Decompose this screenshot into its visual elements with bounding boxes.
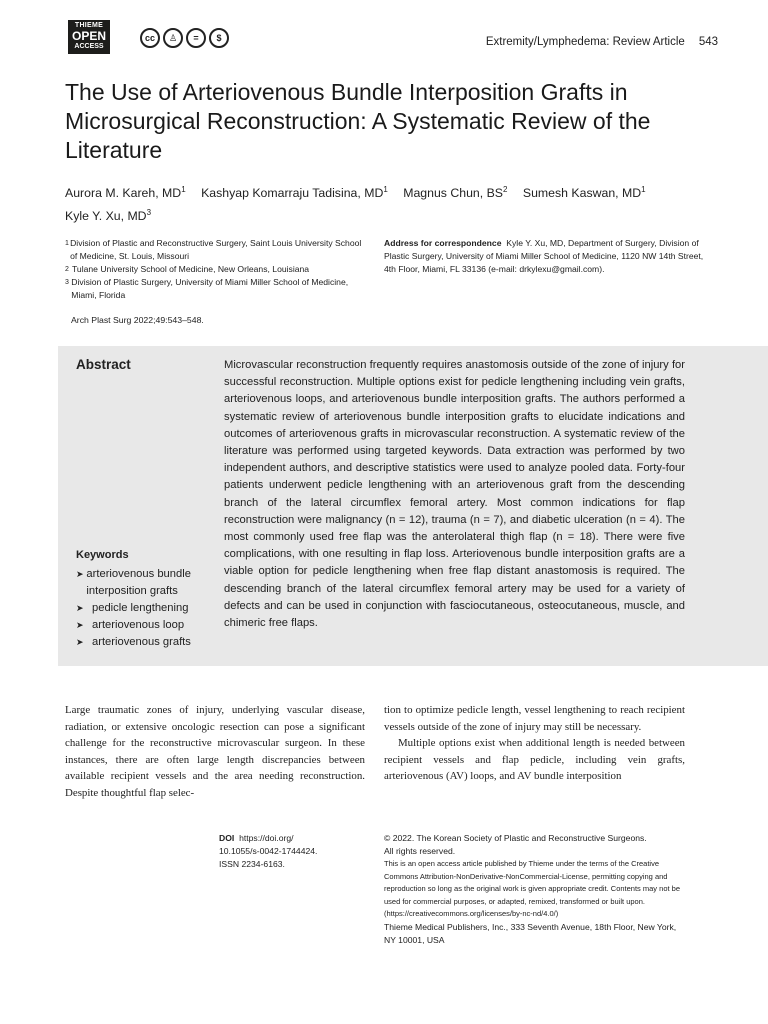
correspondence-text: Kyle Y. Xu, MD, Department of Surgery, Division of Plastic Surgery, University of Miami Miller School of Medicine, 1120 NW 14th Street, 4th Floor, Miami, FL 33136 (e-mail: drkylexu@gmail.com). <box>384 238 704 274</box>
doi-link[interactable]: https://doi.org/ <box>239 833 294 843</box>
affiliation: 1 Division of Plastic and Reconstructive Surgery, Saint Louis University School of Medicine, St. Louis, Missouri <box>65 238 362 261</box>
keyword-item: ➤ pedicle lengthening <box>76 600 216 617</box>
correspondence-label: Address for correspondence <box>384 238 502 248</box>
article-title: The Use of Arteriovenous Bundle Interposition Grafts in Microsurgical Reconstruction: A Systematic Review of the Literature <box>65 79 651 163</box>
abstract-text: Microvascular reconstruction frequently requires anastomosis outside of the zone of injury for successful reconstruction. Multiple options exist for pedicle lengthening including vein grafts, arteriovenous loops, and arteriovenous bundle interposition grafts. The authors performed a systematic review of arteriovenous bundle interposition grafts to elucidate indications and outcomes of arteriovenous grafts in microvascular reconstruction. A systematic review of the literature was performed using targeted keywords. Data extraction was performed by two independent authors, and descriptive statistics were used to analyze pooled data. Forty-four patients underwent pedicle lengthening with an arteriovenous graft from the descending branch of the lateral circumflex femoral artery. Most common indications for flap reconstruction were malignancy (n = 12), trauma (n = 7), and diabetic ulceration (n = 4). The most commonly used free flap was the anterolateral thigh flap (n = 18). There were five complications, with one resulting in flap loss. Arteriovenous bundle interposition grafts are a viable option for pedicle lengthening when free flap distant anastomosis is required. The descending branch of the lateral circumflex femoral artery may be used for a variety of defects and can be used in conjunction with fasciocutaneous, osteocutaneous, muscle, and chimeric free flaps. <box>224 359 685 630</box>
issn: ISSN 2234-6163. <box>219 859 285 869</box>
author: Kashyap Komarraju Tadisina, $MD^1$ <box>201 185 388 201</box>
section-label: Extremity/Lymphedema: Review Article <box>485 36 685 48</box>
keyword-item: ➤ arteriovenous bundle interposition grafts <box>76 566 216 600</box>
arrow-icon: ➤ <box>76 603 84 613</box>
keywords-heading: Keywords <box>76 549 129 561</box>
copyright-line: © 2022. The Korean Society of Plastic and Reconstructive Surgeons. <box>384 833 647 843</box>
cc-icon: cc <box>140 28 160 48</box>
arrow-icon: ➤ <box>76 637 84 647</box>
author: Aurora M. Kareh, $MD^1$ <box>65 185 186 201</box>
running-head <box>486 36 718 48</box>
by-icon: ♙ <box>163 28 183 48</box>
license-text: This is an open access article published by Thieme under the terms of the Creative Commons Attribution-NonDerivative-NonCommercial-License, permitting copying and reproduction so long as the original work is given appropriate credit. Contents may not be used for commercial purposes, or adapted, remixed, transformed or built upon. (https://creativecommons.org/licenses/by-nc-nd/4.0/) <box>384 859 680 918</box>
nc-icon: $ <box>209 28 229 48</box>
arrow-icon: ➤ <box>76 569 84 579</box>
author: Kyle Y. Xu, $MD^3$ <box>65 208 152 224</box>
publisher-address: Thieme Medical Publishers, Inc., 333 Seventh Avenue, 18th Floor, New York, NY 10001, USA <box>384 921 677 945</box>
body-paragraph: Multiple options exist when additional length is needed between recipient vessels and flap pedicle, including vein grafts, arteriovenous (AV) loops, and AV bundle interposition <box>384 737 685 782</box>
logo-line3: ACCESS <box>74 43 104 50</box>
doi-block: DOI https://doi.org/ 10.1055/s-0042-1744424. ISSN 2234-6163. <box>219 833 318 869</box>
keyword-item: ➤ arteriovenous grafts <box>76 634 216 651</box>
nd-icon: = <box>186 28 206 48</box>
author: Magnus Chun, $BS^2$ <box>403 185 508 201</box>
keyword-item: ➤ arteriovenous loop <box>76 617 216 634</box>
thieme-open-access-logo <box>68 20 110 54</box>
affiliations <box>65 237 370 302</box>
author-list <box>65 180 725 226</box>
keyword-list <box>76 566 216 651</box>
correspondence-address <box>384 237 714 276</box>
creative-commons-license-icons <box>140 28 229 50</box>
page-number: 543 <box>698 36 718 48</box>
body-paragraph: tion to optimize pedicle length, vessel lengthening to reach recipient vessels outside of the zone of injury may still be necessary. <box>384 704 685 733</box>
body-paragraph: Large traumatic zones of injury, underlying vascular disease, radiation, or extensive oncologic resection can pose a significant challenge for the reconstructive microvascular surgeon. In these instances, there are often large length discrepancies between available recipient vessels and the area needing reconstruction. Despite thoughtful flap selec- <box>65 704 365 799</box>
copyright-block: © 2022. The Korean Society of Plastic and Reconstructive Surgeons. All rights reserved. This is an open access article published by Thieme under the terms of the Creative Commons Attribution-NonDerivative-NonCommercial-License, permitting copying and reproduction so long as the original work is given appropriate credit. Contents may not be used for commercial purposes, or adapted, remixed, transformed or built upon. (https://creativecommons.org/licenses/by-nc-nd/4.0/) Thieme Medical Publishers, Inc., 333 Seventh Avenue, 18th Floor, New York, NY 10001, USA <box>384 832 684 947</box>
body-column-right <box>384 702 685 785</box>
citation: Arch Plast Surg 2022;49:543–548. <box>71 315 204 325</box>
logo-line1: THIEME <box>74 22 104 29</box>
abstract-heading: Abstract <box>76 357 131 372</box>
body-column-left <box>65 702 365 801</box>
logo-line2: OPEN <box>71 29 106 43</box>
affiliation: 2 Tulane University School of Medicine, New Orleans, Louisiana <box>65 264 310 274</box>
affiliation: 3 Division of Plastic Surgery, University of Miami Miller School of Medicine, Miami, Florida <box>65 277 349 300</box>
arrow-icon: ➤ <box>76 620 84 630</box>
author: Sumesh Kaswan, $MD^1$ <box>522 185 646 201</box>
